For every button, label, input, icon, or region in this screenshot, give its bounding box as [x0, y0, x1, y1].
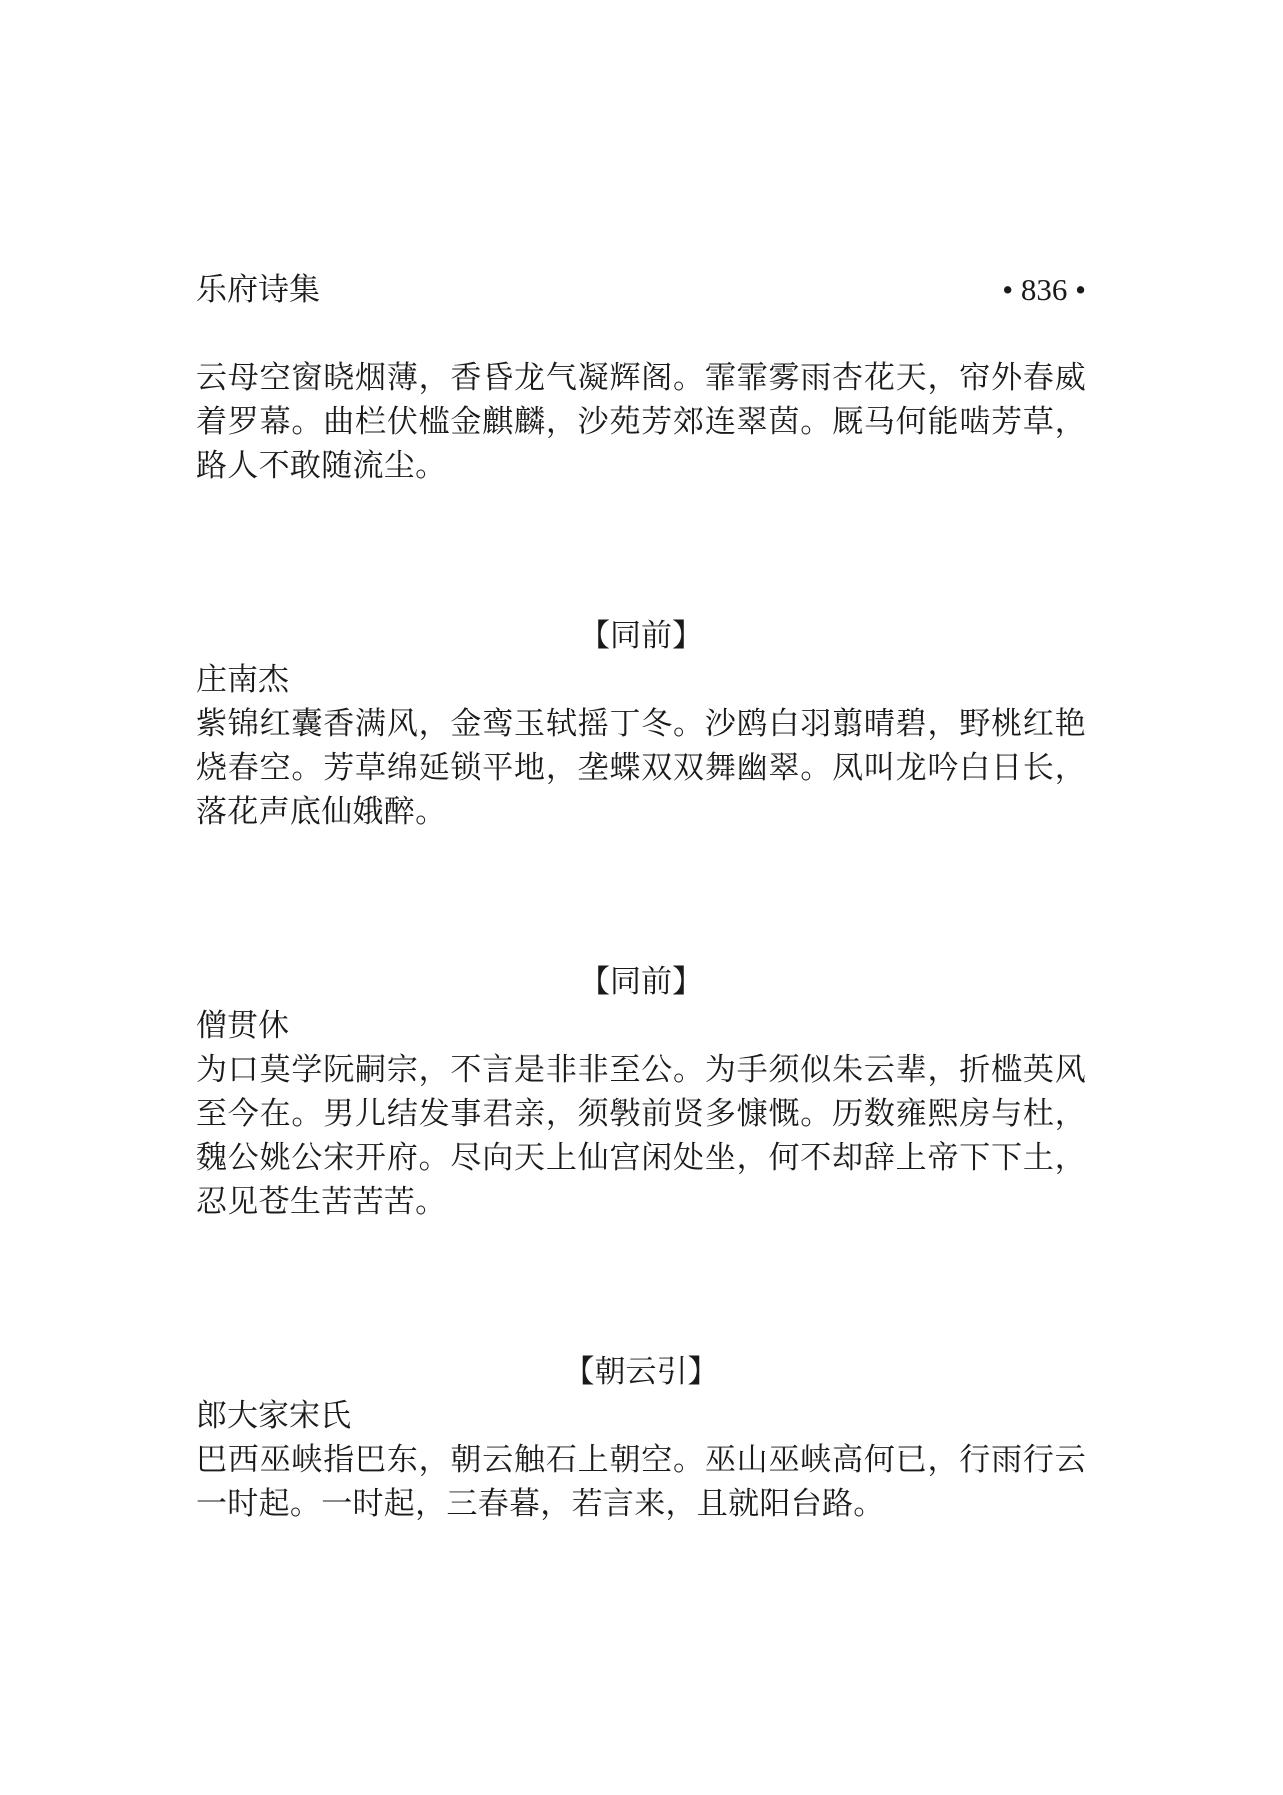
running-header — [196, 268, 1086, 312]
poem-body: 巴西巫峡指巴东，朝云触石上朝空。巫山巫峡高何已，行雨行云一时起。一时起，三春暮，若言来，且就阳台路。 — [196, 1442, 1086, 1522]
poem-author: 庄南杰 — [196, 662, 289, 698]
book-title: 乐府诗集 — [196, 272, 320, 308]
poem-body: 紫锦红囊香满风，金鸾玉轼摇丁冬。沙鸥白羽翦晴碧，野桃红艳烧春空。芳草绵延锁平地，垄蝶双双舞幽翠。凤叫龙吟白日长，落花声底仙娥醉。 — [196, 706, 1086, 830]
poem-body: 为口莫学阮嗣宗，不言是非非至公。为手须似朱云辈，折槛英风至今在。男儿结发事君亲，须斅前贤多慷慨。历数雍熙房与杜，魏公姚公宋开府。尽向天上仙宫闲处坐，何不却辞上帝下下土，忍见苍生苦苦苦。 — [196, 1052, 1086, 1220]
poem-body: 云母空窗晓烟薄，香昏龙气凝辉阁。霏霏雾雨杏花天，帘外春威着罗幕。曲栏伏槛金麒麟，沙苑芳郊连翠茵。厩马何能啮芳草，路人不敢随流尘。 — [196, 360, 1086, 484]
poem-title: 【同前】 — [579, 964, 703, 1000]
poem-title: 【朝云引】 — [563, 1354, 719, 1390]
page-number: • 836 • — [1002, 272, 1086, 307]
poem-author: 郎大家宋氏 — [196, 1398, 351, 1434]
poem-title: 【同前】 — [579, 618, 703, 654]
poem-author: 僧贯休 — [196, 1008, 289, 1044]
book-page — [196, 0, 1086, 1795]
